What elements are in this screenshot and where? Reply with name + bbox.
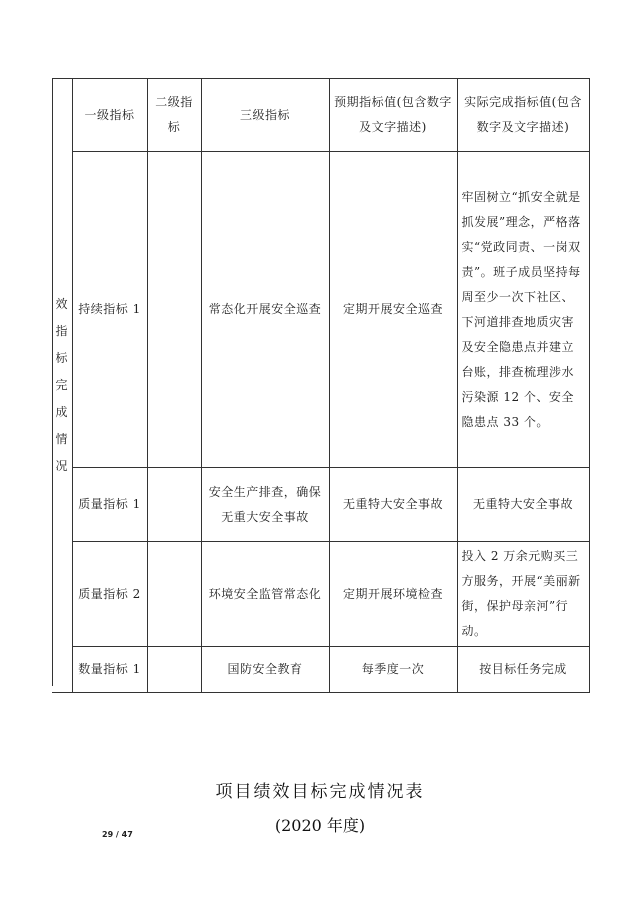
row-actual: 无重特大安全事故 bbox=[457, 468, 589, 542]
page-title: 项目绩效目标完成情况表 bbox=[215, 782, 425, 802]
section-label-char: 效 bbox=[55, 297, 68, 311]
section-label-char: 指 bbox=[55, 324, 68, 338]
row-expected: 定期开展安全巡查 bbox=[329, 152, 457, 468]
section-label-char: 标 bbox=[55, 351, 68, 365]
table-row bbox=[52, 542, 589, 647]
header-level3: 三级指标 bbox=[201, 79, 329, 152]
row-level1: 质量指标 1 bbox=[72, 468, 147, 542]
row-level3: 安全生产排查，确保无重大安全事故 bbox=[201, 468, 329, 542]
row-actual: 按目标任务完成 bbox=[457, 647, 589, 693]
row-level3: 常态化开展安全巡查 bbox=[201, 152, 329, 468]
row-level3: 国防安全教育 bbox=[201, 647, 329, 693]
row-level2 bbox=[147, 647, 201, 693]
row-expected: 定期开展环境检查 bbox=[329, 542, 457, 647]
row-actual: 投入 2 万余元购买三方服务，开展“美丽新街，保护母亲河”行动。 bbox=[457, 542, 589, 647]
page-number: 29 / 47 bbox=[102, 830, 133, 839]
section-label-char: 情 bbox=[55, 432, 68, 446]
row-level2 bbox=[147, 542, 201, 647]
performance-indicator-table bbox=[52, 78, 590, 693]
table-row bbox=[52, 647, 589, 693]
header-expected-value: 预期指标值(包含数字及文字描述) bbox=[329, 79, 457, 152]
section-label-char: 况 bbox=[55, 459, 68, 473]
row-level2 bbox=[147, 468, 201, 542]
section-label-char: 完 bbox=[55, 378, 68, 392]
row-level3: 环境安全监管常态化 bbox=[201, 542, 329, 647]
row-expected: 每季度一次 bbox=[329, 647, 457, 693]
row-level1: 数量指标 1 bbox=[72, 647, 147, 693]
row-level2 bbox=[147, 152, 201, 468]
row-actual: 牢固树立“抓安全就是抓发展”理念，严格落实“党政同责、一岗双责”。班子成员坚持每周至少一次下社区、下河道排查地质灾害及安全隐患点并建立台账，排查梳理涉水污染源 12 个、安全隐患点 33 个。 bbox=[457, 152, 589, 468]
page-subtitle: (2020 年度) bbox=[274, 816, 366, 835]
header-actual-value: 实际完成指标值(包含数字及文字描述) bbox=[457, 79, 589, 152]
table-row bbox=[52, 152, 589, 468]
row-level1: 质量指标 2 bbox=[72, 542, 147, 647]
section-label-char: 成 bbox=[55, 405, 68, 419]
table-header-row bbox=[52, 79, 589, 152]
table-row bbox=[52, 468, 589, 542]
row-expected: 无重特大安全事故 bbox=[329, 468, 457, 542]
row-level1: 持续指标 1 bbox=[72, 152, 147, 468]
section-label-cell bbox=[52, 79, 72, 693]
header-level1: 一级指标 bbox=[72, 79, 147, 152]
header-level2: 二级指标 bbox=[147, 79, 201, 152]
